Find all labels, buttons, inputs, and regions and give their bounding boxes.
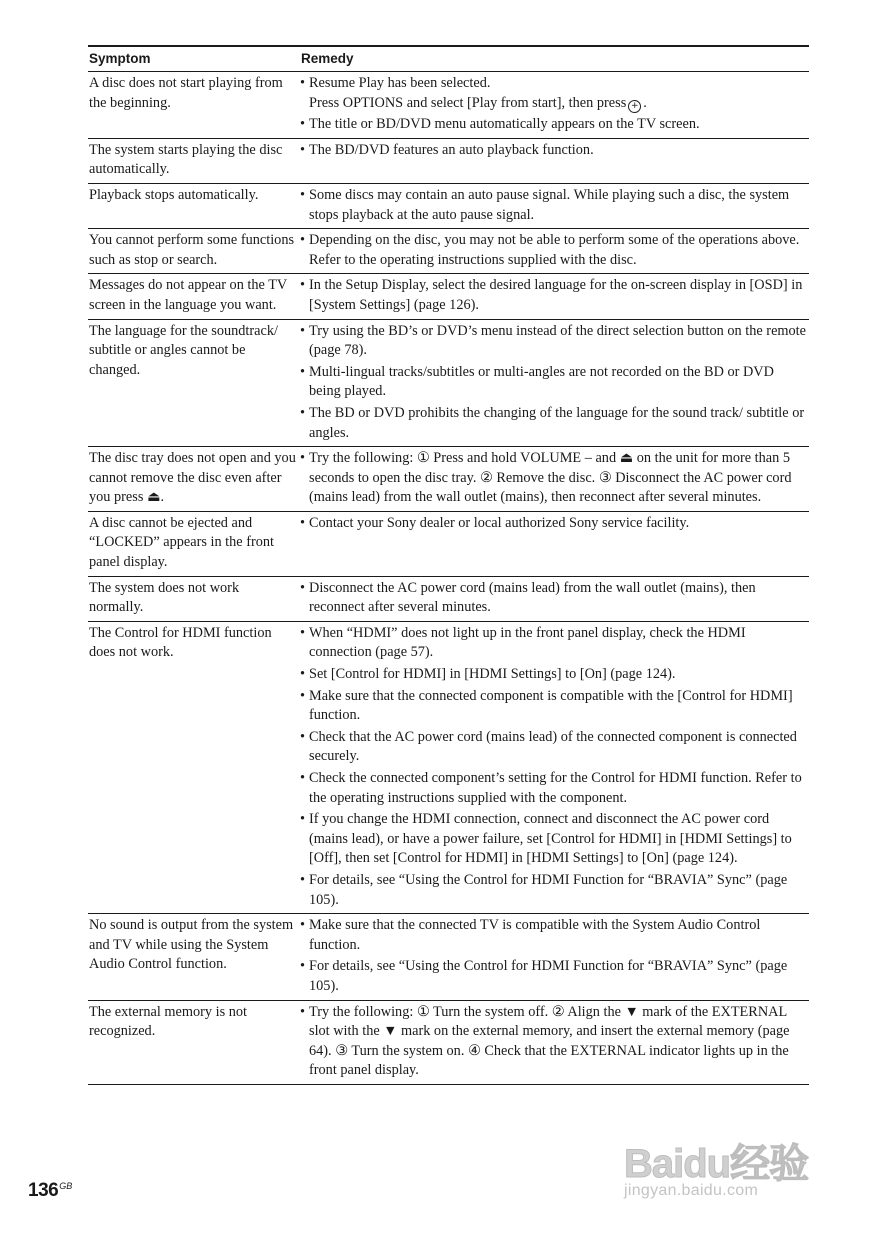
remedy-text: Press OPTIONS and select [Play from start], then press [309,94,627,111]
bullet-icon: • [300,687,306,704]
remedy-cell [300,511,809,576]
remedy-text: For details, see “Using the Control for HDMI Function for “BRAVIA” Sync” (page 105). [309,958,788,994]
bullet-icon: • [300,666,306,683]
remedy-list [300,449,809,508]
remedy-text: . [643,94,647,111]
symptom-cell: The language for the soundtrack/ subtitle or angles cannot be changed. [89,322,278,378]
remedy-list [300,624,809,910]
bullet-icon: • [300,514,306,531]
symptom-cell: The disc tray does not open and you cannot remove the disc even after you press ⏏. [89,450,296,506]
remedy-item [300,141,809,161]
remedy-text: Multi-lingual tracks/subtitles or multi-angles are not recorded on the BD or DVD being played. [309,363,774,400]
table-row [88,511,809,576]
table-header [88,46,809,72]
bullet-icon: • [300,871,306,888]
bullet-icon: • [300,322,306,339]
remedy-text: Check the connected component’s setting for the Control for HDMI function. Refer to the operating instructions supplied with the component. [309,770,802,806]
remedy-text: Disconnect the AC power cord (mains lead) from the wall outlet (mains), then reconnect after several minutes. [309,579,756,616]
remedy-text: The BD or DVD prohibits the changing of the language for the sound track/ subtitle or angles. [309,404,805,441]
bullet-icon: • [300,141,306,158]
remedy-item [300,231,809,270]
remedy-list [300,322,809,444]
remedy-list [300,276,809,315]
remedy-cell [300,447,809,512]
bullet-icon: • [300,186,306,203]
remedy-text: The title or BD/DVD menu automatically appears on the TV screen. [309,116,700,133]
remedy-item [300,665,809,685]
table-row [88,319,809,447]
remedy-text: Contact your Sony dealer or local authorized Sony service facility. [309,514,690,531]
remedy-item [300,728,809,767]
remedy-item [300,687,809,726]
bullet-icon: • [300,232,306,249]
watermark-logo: Baidu经验 [624,1142,809,1186]
remedy-item [300,1003,809,1081]
table-row [88,138,809,183]
symptom-cell: You cannot perform some functions such as stop or search. [89,232,295,268]
bullet-icon: • [300,277,306,294]
bullet-icon: • [300,579,306,596]
remedy-text: Make sure that the connected component is compatible with the [Control for HDMI] function. [309,687,793,724]
remedy-list [300,186,809,225]
remedy-item [300,871,809,910]
remedy-cell [300,319,809,447]
remedy-item [300,579,809,618]
bullet-icon: • [300,363,306,380]
remedy-cell [300,274,809,319]
remedy-text: When “HDMI” does not light up in the front panel display, check the HDMI connection (page 57). [309,624,746,661]
remedy-item [300,449,809,508]
remedy-header: Remedy [301,51,354,66]
remedy-text: Try the following: ① Press and hold VOLUME – and ⏏ on the unit for more than 5 seconds to open the disc tray. ② Remove the disc. ③ Disconnect the AC power cord (mains lead) from the wall outlet (mains), then reconnect after several minutes. [309,450,792,506]
remedy-text: Some discs may contain an auto pause signal. While playing such a disc, the system stops playback at the auto pause signal. [309,186,790,223]
remedy-list [300,579,809,618]
remedy-list [300,231,809,270]
remedy-item [300,916,809,955]
remedy-item [300,74,809,113]
page-number [28,1180,72,1202]
symptom-cell: The external memory is not recognized. [89,1003,248,1040]
table-row [88,914,809,1000]
remedy-item [300,186,809,225]
bullet-icon: • [300,116,306,133]
bullet-icon: • [300,75,306,91]
remedy-item [300,363,809,402]
symptom-cell: The system starts playing the disc automatically. [89,141,283,178]
bullet-icon: • [300,624,306,641]
remedy-cell [300,914,809,1000]
page-number-value: 136 [28,1180,59,1201]
table-row [88,72,809,139]
header-row [88,46,809,72]
remedy-item [300,514,809,534]
remedy-list [300,141,809,161]
bullet-icon: • [300,811,306,828]
remedy-list [300,916,809,996]
table-row [88,274,809,319]
remedy-text: Resume Play has been selected. [309,75,491,91]
remedy-cell [300,72,809,139]
table-row [88,229,809,274]
bullet-icon: • [300,404,306,421]
remedy-text: Check that the AC power cord (mains lead) of the connected component is connected securely. [309,728,797,765]
remedy-text: Set [Control for HDMI] in [HDMI Settings] to [On] (page 124). [309,666,676,683]
symptom-cell: A disc cannot be ejected and “LOCKED” appears in the front panel display. [89,514,275,571]
remedy-text: Depending on the disc, you may not be able to perform some of the operations above. Refer to the operating instructions supplied with the disc. [309,232,800,268]
enter-button-icon: + [628,100,641,113]
troubleshooting-table [88,45,809,1085]
remedy-item [300,624,809,663]
remedy-item [300,115,809,135]
remedy-item [300,810,809,869]
remedy-cell [300,576,809,621]
bullet-icon: • [300,728,306,745]
bullet-icon: • [300,917,306,934]
symptom-cell: Messages do not appear on the TV screen in the language you want. [89,277,287,313]
remedy-text: Try the following: ① Turn the system off. ② Align the ▼ mark of the EXTERNAL slot with the ▼ mark on the external memory, and insert the external memory (page 64). ③ Turn the system on. ④ Check that the EXTERNAL indicator lights up in the front panel display. [309,1003,790,1079]
table-row [88,621,809,913]
symptom-cell: Playback stops automatically. [89,186,259,203]
table-row [88,447,809,512]
table-row [88,576,809,621]
remedy-text: Make sure that the connected TV is compatible with the System Audio Control function. [309,917,761,953]
symptom-cell: No sound is output from the system and TV while using the System Audio Control function. [89,917,294,973]
bullet-icon: • [300,770,306,786]
remedy-text: If you change the HDMI connection, connect and disconnect the AC power cord (mains lead), or have a power failure, set [Control for HDMI] in [HDMI Settings] to [Off], then set [Control for HDMI] in [HDMI Settings] to [On] (page 124). [309,811,792,867]
remedy-item [300,276,809,315]
symptom-cell: The Control for HDMI function does not work. [89,624,272,661]
bullet-icon: • [300,1003,306,1020]
symptom-header: Symptom [89,51,151,66]
page-number-suffix: GB [59,1180,73,1191]
remedy-cell [300,621,809,913]
remedy-cell [300,138,809,183]
remedy-text: Try using the BD’s or DVD’s menu instead of the direct selection button on the remote (page 78). [309,322,807,359]
remedy-text: For details, see “Using the Control for HDMI Function for “BRAVIA” Sync” (page 105). [309,871,788,908]
remedy-text: The BD/DVD features an auto playback function. [309,141,594,158]
symptom-cell: A disc does not start playing from the beginning. [89,75,283,111]
bullet-icon: • [300,450,306,467]
remedy-list [300,1003,809,1081]
table-body [88,72,809,1085]
remedy-item [300,322,809,361]
symptom-cell: The system does not work normally. [89,579,240,616]
remedy-list [300,514,809,534]
remedy-cell [300,183,809,228]
remedy-item [300,769,809,808]
remedy-cell [300,1000,809,1084]
bullet-icon: • [300,958,306,975]
watermark-url: jingyan.baidu.com [624,1182,759,1199]
remedy-text: In the Setup Display, select the desired language for the on-screen display in [OSD] in [System Settings] (page 126). [309,277,803,313]
remedy-list [300,74,809,135]
remedy-item [300,404,809,443]
table-row [88,1000,809,1084]
remedy-cell [300,229,809,274]
watermark [616,1110,826,1210]
remedy-item [300,957,809,996]
table-row [88,183,809,228]
